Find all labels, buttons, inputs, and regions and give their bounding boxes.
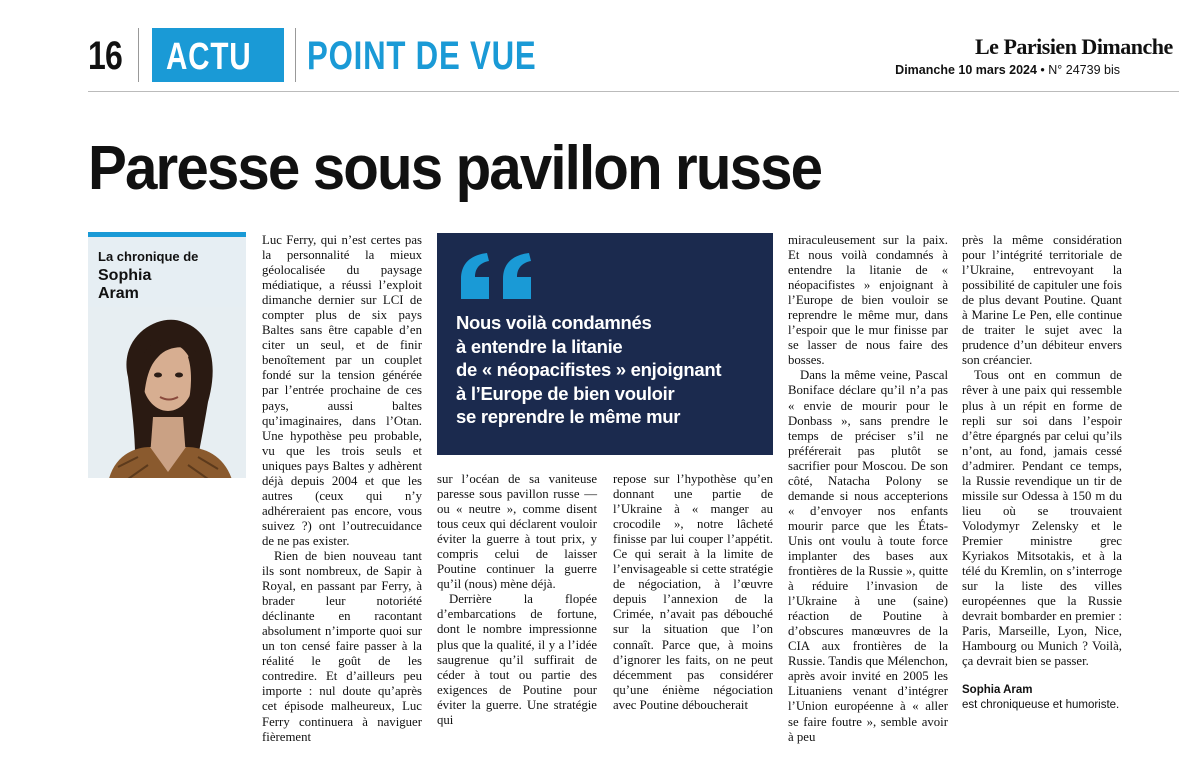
article-paragraph: Luc Ferry, qui n’est certes pas la personnalité la mieux géolocalisée du paysage médiatique, a réussi l’exploit dimanche dernier sur LCI de compter plus de six pays Baltes sans être capable d’en citer un seul, et de finir benoîtement par un couplet fondé sur la tension générée par l’entrée prochaine de ces pays, aussi baltes qu’imaginaires, dans l’Otan. Une hypothèse peu probable, vu que les trois seuls et uniques pays Baltes y adhèrent déjà depuis 2004 et que les autres (ceux qui n’y adhéreraient pas encore, vous suivez ?) ont l’outrecuidance de ne pas exister. <box>262 233 422 548</box>
section-badge <box>152 28 284 82</box>
author-label: La chronique de <box>98 249 199 264</box>
header-divider <box>295 28 296 82</box>
article-column-5 <box>962 233 1122 669</box>
article-column-2 <box>437 472 597 728</box>
publication-logo: Le Parisien Dimanche <box>975 34 1173 59</box>
rubric-title: POINT DE VUE <box>307 34 537 78</box>
date-line <box>890 63 1120 77</box>
author-last-name: Aram <box>98 285 139 302</box>
bullet-separator: • <box>1040 63 1049 77</box>
article-paragraph: Dans la même veine, Pascal Boniface déclare qu’il n’a pas « envie de mourir pour le Donbass », sans prendre le temps de préciser s’il ne préférerait pas plutôt se sacrifier pour Moscou. De son côté, Natacha Polony se demande si nous accepterions « d’envoyer nos enfants mourir parce que les États-Unis ont voulu à toute force implanter des bases aux frontières de la Russie », quitte à réduire l’invasion de l’Ukraine à une (saine) réaction de Poutine à d’obscures manœuvres de la CIA aux frontières de la Russie. Tandis que Mélenchon, après avoir invité en 2005 les Lituaniens venant d’intégrer l’Union européenne à « aller se faire foutre », semble avoir à peu <box>788 368 948 744</box>
article-column-1 <box>262 233 422 745</box>
article-paragraph: Tous ont en commun de rêver à une paix qui ressemble plus à un répit en forme de repli sur soi dans l’espoir d’être épargnés par celui qu’ils n’ont, au fond, jamais cessé d’admirer. Pendant ce temps, la Russie revendique un tir de missile sur Odessa à 150 m du lieu où se trouvaient Volodymyr Zelensky et le Premier ministre grec Kyriakos Mitsotakis, et à la télé du Kremlin, on s’interroge sur la liste des villes européennes que la Russie devrait bombarder en premier : Paris, Marseille, Lyon, Nice, Hambourg ou Munich ? Voilà, ça devrait bien se passer. <box>962 368 1122 669</box>
article-column-4 <box>788 233 948 745</box>
pull-quote <box>437 233 773 455</box>
article-headline: Paresse sous pavillon russe <box>88 134 822 203</box>
page-number: 16 <box>88 34 122 78</box>
pull-quote-line: Nous voilà condamnés <box>456 312 652 333</box>
signature-description: est chroniqueuse et humoriste. <box>962 699 1120 711</box>
section-label: ACTU <box>166 36 252 78</box>
article-paragraph: Rien de bien nouveau tant ils sont nombreux, de Sapir à Royal, en passant par Ferry, à brader leur notoriété déclinante en racontant absolument n’importe quoi sur un ton censé faire passer à la réalité le goût de les contredire. Et d’ailleurs peu importe : nul doute qu’après cet épisode malheureux, Luc Ferry continuera à naviguer fièrement <box>262 548 422 744</box>
issue-date: Dimanche 10 mars 2024 <box>895 63 1037 77</box>
pull-quote-line: se reprendre le même mur <box>456 406 681 427</box>
author-name <box>98 267 151 303</box>
author-portrait <box>88 307 246 478</box>
header-rule <box>88 91 1179 92</box>
pull-quote-line: à entendre la litanie <box>456 335 623 357</box>
header-divider <box>138 28 139 82</box>
article-paragraph: repose sur l’hypothèse qu’en donnant une partie de l’Ukraine à « manger au crocodile », notre lâcheté finisse par lui couper l’appétit. Ce qui serait à la limite de l’envisageable si cette stratégie de négociation, à l’œuvre depuis l’annexion de la Crimée, n’avait pas débouché sur la situation que l’on connaît. Parce que, à moins d’ignorer les faits, on ne peut décemment pas considérer qu’une énième négociation avec Poutine déboucherait <box>613 472 773 712</box>
article-paragraph: miraculeusement sur la paix. Et nous voilà condamnés à entendre la litanie de « néopacifistes » enjoignant à l’Europe de bien vouloir se reprendre le même mur, dans l’espoir que le mur finisse par se lasser de nous faire des bosses. <box>788 233 948 368</box>
article-paragraph: sur l’océan de sa vaniteuse paresse sous pavillon russe — ou « neutre », comme disent tous ceux qui déclarent vouloir éviter la guerre à tout prix, y compris celui de laisser Poutine continuer la guerre qu’il (nous) mène déjà. <box>437 472 597 592</box>
article-paragraph: Derrière la flopée d’embarcations de fortune, dont le nombre impressionne plus que la qualité, il y a l’idée saugrenue qu’il suffirait de céder à tout ou partie des exigences de Poutine pour éviter la guerre. Une stratégie qui <box>437 592 597 727</box>
quote-mark-icon <box>457 251 539 301</box>
signature-name: Sophia Aram <box>962 684 1033 696</box>
pull-quote-line: à l’Europe de bien vouloir <box>456 382 675 404</box>
author-card <box>88 232 246 478</box>
issue-number: N° 24739 bis <box>1048 63 1120 77</box>
article-column-3 <box>613 472 773 713</box>
article-paragraph: près la même considération pour l’intégrité territoriale de l’Ukraine, entrevoyant la possibilité de capituler une fois de plus devant Poutine. Quant à Marine Le Pen, elle continue de traiter le sujet avec la prudence d’un débiteur envers son créancier. <box>962 233 1122 368</box>
pull-quote-line: de « néopacifistes » enjoignant <box>456 359 722 380</box>
pull-quote-text <box>456 311 766 429</box>
author-first-name: Sophia <box>98 267 152 284</box>
